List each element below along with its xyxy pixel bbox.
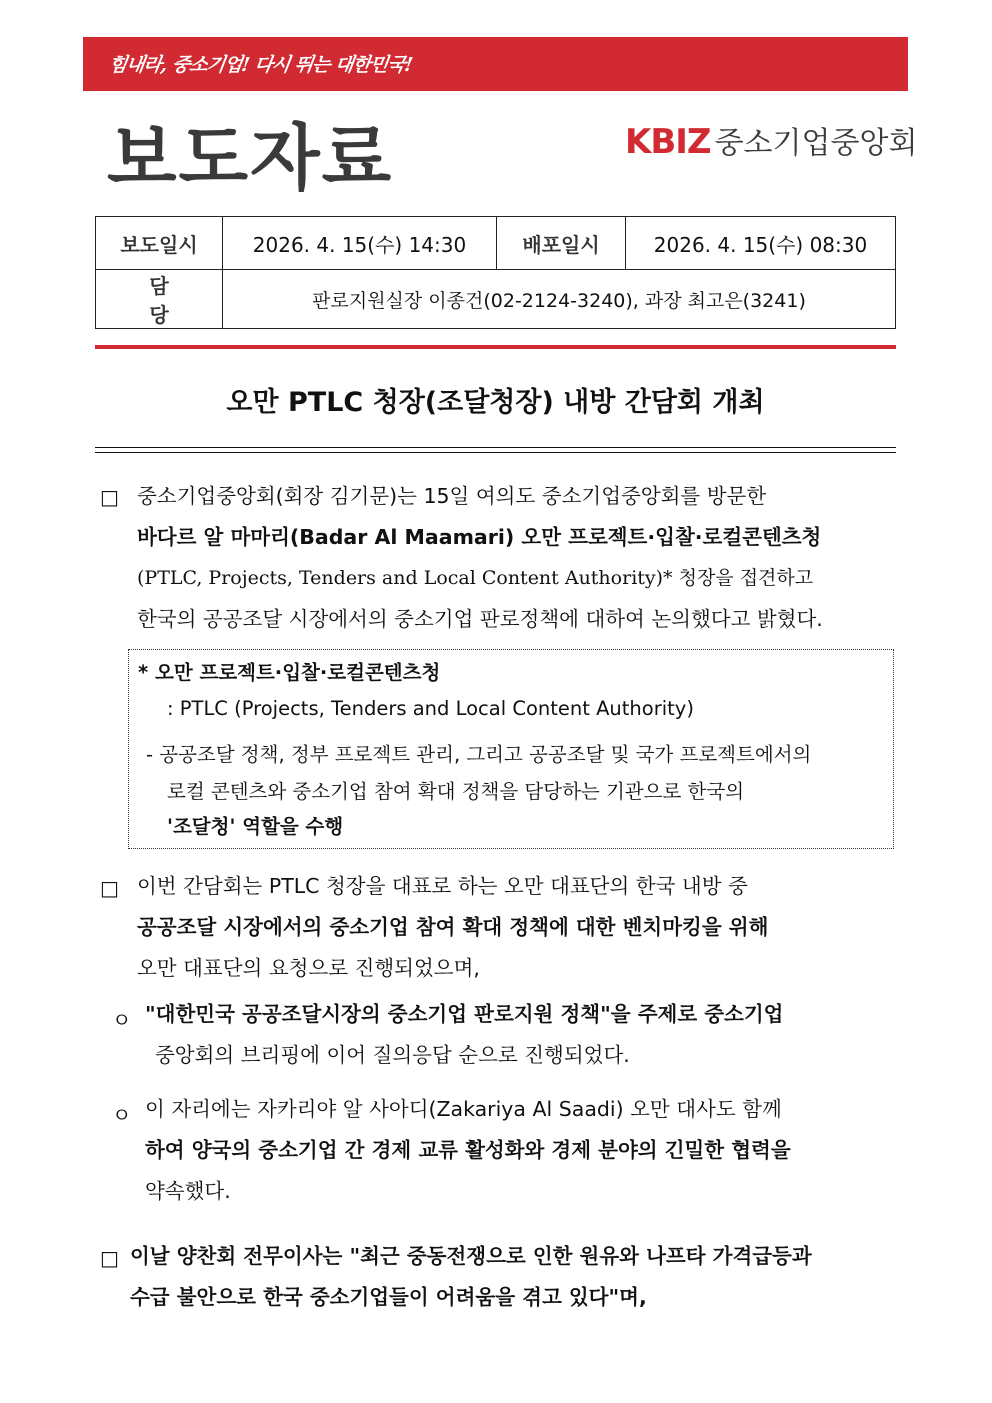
red-divider (95, 345, 896, 349)
release-label: 보도일시 (96, 217, 223, 270)
slogan-banner (83, 37, 908, 91)
release-value: 2026. 4. 15(수) 14:30 (223, 217, 497, 270)
circle-bullet: ㅇ (112, 1103, 132, 1127)
paragraph-1-line: (PTLC, Projects, Tenders and Local Content Authority)* 청장을 접견하고 (137, 567, 814, 589)
sub-paragraph-1-line: "대한민국 공공조달시장의 중소기업 판로지원 정책"을 주제로 중소기업 (145, 1002, 784, 1026)
footnote-desc: - 공공조달 정책, 정부 프로젝트 관리, 그리고 공공조달 및 국가 프로젝트에서의 (146, 743, 812, 766)
paragraph-3-line: 이날 양찬회 전무이사는 "최근 중동전쟁으로 인한 원유와 나프타 가격급등과 (130, 1244, 812, 1268)
paragraph-2-line: 이번 간담회는 PTLC 청장을 대표로 하는 오만 대표단의 한국 내방 중 (137, 874, 748, 898)
sub-paragraph-2-line: 약속했다. (145, 1179, 231, 1203)
paragraph-1-line: 한국의 공공조달 시장에서의 중소기업 판로정책에 대하여 논의했다고 밝혔다. (137, 607, 823, 631)
sub-paragraph-2-line: 하여 양국의 중소기업 간 경제 교류 활성화와 경제 분야의 긴밀한 협력을 (145, 1138, 791, 1162)
contact-value: 판로지원실장 이종건(02-2124-3240), 과장 최고은(3241) (223, 270, 896, 329)
distribution-value: 2026. 4. 15(수) 08:30 (626, 217, 896, 270)
footnote-desc: 로컬 콘텐츠와 중소기업 참여 확대 정책을 담당하는 기관으로 한국의 (167, 780, 745, 803)
distribution-label: 배포일시 (497, 217, 626, 270)
paragraph-1-line: 중소기업중앙회(회장 김기문)는 15일 여의도 중소기업중앙회를 방문한 (137, 484, 767, 508)
contact-label: 담당 (96, 270, 223, 329)
slogan-text: 힘내라, 중소기업! 다시 뛰는 대한민국! (107, 54, 414, 76)
circle-bullet: ㅇ (112, 1008, 132, 1032)
headline: 오만 PTLC 청장(조달청장) 내방 간담회 개최 (226, 387, 765, 418)
info-table (95, 216, 896, 329)
paragraph-1-line: 바다르 알 마마리(Badar Al Maamari) 오만 프로젝트·입찰·로컬콘텐츠청 (137, 525, 822, 549)
paragraph-2-line: 공공조달 시장에서의 중소기업 참여 확대 정책에 대한 벤치마킹을 위해 (137, 915, 769, 939)
logo-mark: KBIZ (625, 122, 711, 162)
footnote-box (128, 649, 894, 849)
logo-name: 중소기업중앙회 (714, 126, 918, 161)
sub-paragraph-2 (145, 1089, 895, 1212)
paragraph-2-line: 오만 대표단의 요청으로 진행되었으며, (137, 956, 480, 980)
paragraph-3 (130, 1236, 896, 1318)
paragraph-1 (137, 476, 895, 640)
kbiz-logo (625, 118, 917, 162)
square-bullet: □ (100, 876, 119, 900)
footnote-title: * 오만 프로젝트·입찰·로컬콘텐츠청 (138, 661, 441, 684)
sub-paragraph-1 (145, 994, 895, 1076)
square-bullet: □ (100, 1246, 119, 1270)
footnote-desc: '조달청' 역할을 수행 (167, 815, 344, 838)
doc-type-title: 보도자료 (107, 116, 394, 200)
footnote-abbr: : PTLC (Projects, Tenders and Local Content Authority) (167, 697, 694, 720)
double-divider (95, 447, 896, 453)
sub-paragraph-2-line: 이 자리에는 자카리야 알 사아디(Zakariya Al Saadi) 오만 대사도 함께 (145, 1097, 782, 1121)
paragraph-3-line: 수급 불안으로 한국 중소기업들이 어려움을 겪고 있다"며, (130, 1285, 647, 1309)
square-bullet: □ (100, 485, 119, 509)
paragraph-2 (137, 866, 895, 989)
sub-paragraph-1-line: 중앙회의 브리핑에 이어 질의응답 순으로 진행되었다. (155, 1043, 630, 1067)
